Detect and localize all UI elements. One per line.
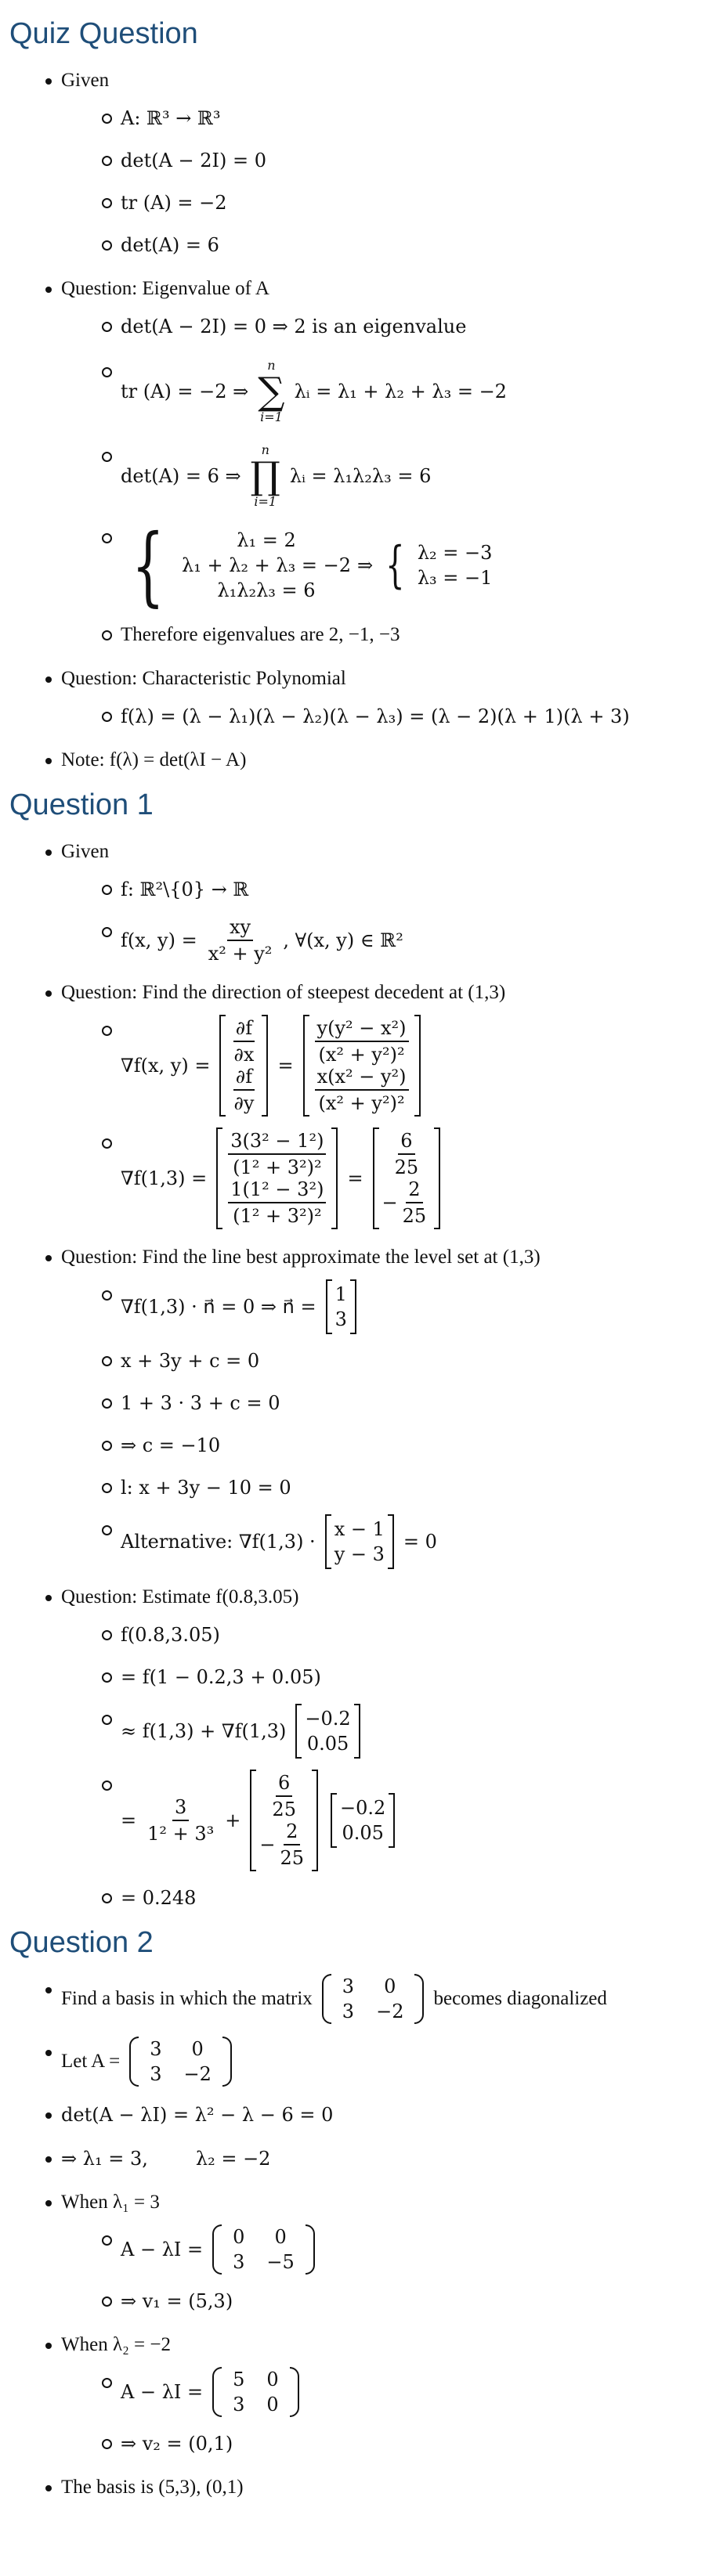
given-label: Given xyxy=(61,841,110,862)
equals-sign: = xyxy=(347,1167,363,1189)
eigen-system-rows xyxy=(182,528,351,603)
sum-operator xyxy=(258,359,284,424)
quiz-given xyxy=(0,65,716,261)
q2-det xyxy=(0,2099,716,2130)
grad-y-den: (x² + y²)² xyxy=(318,1092,405,1114)
vec-entry: 0.05 xyxy=(342,1822,384,1844)
g13-x-den: (1² + 3²)² xyxy=(233,1156,322,1178)
val-x-den: 25 xyxy=(272,1799,296,1820)
val-x-num: 6 xyxy=(398,1130,414,1155)
matrix-a xyxy=(322,1974,425,2024)
given-item xyxy=(61,103,716,134)
eigen-step-3 xyxy=(61,441,716,511)
delta-vector-repeat xyxy=(331,1793,395,1848)
sum-expression: λᵢ = λ₁ + λ₂ + λ₃ = −2 xyxy=(294,381,507,402)
function-fraction xyxy=(206,916,275,965)
eigenvalues: ⇒ λ₁ = 3, λ₂ = −2 xyxy=(61,2148,271,2170)
quiz-eigen xyxy=(0,273,716,651)
eigen-therefore xyxy=(61,619,716,651)
level-step-2 xyxy=(61,1345,716,1376)
level-step-1 xyxy=(61,1279,716,1334)
eigenvector-1: ⇒ v₁ = (5,3) xyxy=(121,2290,233,2312)
when1-matrix xyxy=(61,2224,716,2275)
matrix-a-def xyxy=(129,2037,232,2087)
partials-vector xyxy=(219,1015,268,1117)
minus-sign: − xyxy=(382,1192,398,1214)
alternative-left: Alternative: ∇f(1,3) · xyxy=(121,1531,316,1553)
gradient-vector xyxy=(303,1015,421,1117)
sum-symbol: ∑ xyxy=(258,370,285,413)
function-def-left: f(x, y) = xyxy=(121,929,197,951)
gradient-13-expr xyxy=(216,1127,338,1229)
frac-den: 1² + 3³ xyxy=(147,1823,215,1845)
let-a-left: Let A = xyxy=(61,2051,121,2072)
estimate-step-5 xyxy=(61,1882,716,1914)
eigen-step-1-text: det(A − 2I) = 0 ⇒ 2 is an eigenvalue xyxy=(121,316,467,337)
g13-x-num: 3(3² − 1²) xyxy=(228,1130,326,1155)
frac-num: 3 xyxy=(172,1796,189,1821)
q1-level-set xyxy=(0,1242,716,1569)
quiz-list xyxy=(0,65,716,776)
vec-entry: 0.05 xyxy=(306,1733,349,1755)
q2-list xyxy=(0,1974,716,2503)
value-fraction xyxy=(145,1796,216,1845)
line-eq-sub: 1 + 3 · 3 + c = 0 xyxy=(121,1392,280,1414)
estimate-step-2 xyxy=(61,1661,716,1693)
minus-sign: − xyxy=(259,1834,276,1856)
frac-den: x² + y² xyxy=(208,943,273,965)
level-step-5 xyxy=(61,1472,716,1503)
given-det: det(A) = 6 xyxy=(121,234,219,256)
mat-cell: −5 xyxy=(266,2251,295,2273)
mat-cell: −2 xyxy=(183,2063,212,2085)
vec-entry: −0.2 xyxy=(340,1797,386,1819)
q2-let xyxy=(0,2037,716,2087)
mat-cell: 0 xyxy=(274,2226,287,2248)
eigenvector-2: ⇒ v₂ = (0,1) xyxy=(121,2433,233,2455)
basis-result: The basis is (5,3), (0,1) xyxy=(61,2477,244,2498)
mat-cell: 3 xyxy=(233,2251,245,2273)
partial-den: ∂x xyxy=(233,1044,255,1066)
sys-row: λ₁λ₂λ₃ = 6 xyxy=(217,579,316,601)
eigen-step-1 xyxy=(61,311,716,342)
eigen-question: Question: Eigenvalue of A xyxy=(61,278,269,299)
level-step-4 xyxy=(61,1430,716,1461)
mat-cell: 3 xyxy=(150,2038,162,2060)
q1-given-2 xyxy=(61,916,716,965)
left-brace: { xyxy=(132,515,165,615)
q1-given-1 xyxy=(61,874,716,905)
mat-cell: 0 xyxy=(233,2226,245,2248)
estimate-question: Question: Estimate f(0.8,3.05) xyxy=(61,1586,299,1607)
vec-entry: x − 1 xyxy=(334,1518,385,1540)
mat-cell: 3 xyxy=(342,2001,355,2022)
val-y-num: 2 xyxy=(406,1178,422,1203)
eigen-step-2 xyxy=(61,356,716,427)
mat-cell: 0 xyxy=(266,2394,279,2415)
grad-x-den: (x² + y²)² xyxy=(318,1044,405,1066)
char-poly-item xyxy=(61,701,716,732)
alternative-right: = 0 xyxy=(403,1531,437,1553)
result-row: λ₂ = −3 xyxy=(417,542,493,564)
given-label: Given xyxy=(61,70,110,91)
mat-cell: 0 xyxy=(266,2369,279,2390)
vec-entry: 1 xyxy=(334,1283,347,1305)
equals-sign: = xyxy=(277,1055,294,1077)
mat-cell: 0 xyxy=(191,2038,204,2060)
given-item xyxy=(61,145,716,176)
result-row: λ₃ = −1 xyxy=(417,567,493,589)
gradient-left: ∇f(x, y) = xyxy=(121,1055,211,1077)
left-brace-small: { xyxy=(385,536,405,594)
mat-cell: −2 xyxy=(376,2001,404,2022)
steepest-question: Question: Find the direction of steepest decedent at (1,3) xyxy=(61,982,506,1003)
mat-cell: 0 xyxy=(384,1975,396,1997)
normal-vector xyxy=(326,1279,356,1334)
mat-cell: 3 xyxy=(342,1975,355,1997)
estimate-rewrite: = f(1 − 0.2,3 + 0.05) xyxy=(121,1666,321,1688)
level-step-6 xyxy=(61,1514,716,1569)
q1-list xyxy=(0,836,716,1914)
characteristic-eq: det(A − λI) = λ² − λ − 6 = 0 xyxy=(61,2104,334,2126)
given-trace: tr (A) = −2 xyxy=(121,192,227,214)
c-value: ⇒ c = −10 xyxy=(121,1434,221,1456)
grad-x-num: y(y² − x²) xyxy=(315,1017,409,1042)
quiz-note xyxy=(0,745,716,776)
estimate-step-4 xyxy=(61,1770,716,1871)
q1-given xyxy=(0,836,716,965)
given-det-2i: det(A − 2I) = 0 xyxy=(121,150,267,171)
when-lambda-2: When λ₂ = −2 xyxy=(61,2334,171,2355)
partial-den: ∂y xyxy=(233,1092,255,1114)
val-y-den: 25 xyxy=(402,1205,427,1227)
matrix-2 xyxy=(212,2367,299,2417)
q2-when-2 xyxy=(0,2329,716,2459)
estimate-f: f(0.8,3.05) xyxy=(121,1624,220,1646)
equals-sign: = xyxy=(121,1809,137,1831)
mat-cell: 5 xyxy=(233,2369,245,2390)
note-text: Note: f(λ) = det(λI − A) xyxy=(61,749,247,770)
mat-cell: 3 xyxy=(233,2394,245,2415)
linear-approx: ≈ f(1,3) + ∇f(1,3) xyxy=(121,1720,287,1742)
line-l: l: x + 3y − 10 = 0 xyxy=(121,1477,291,1499)
val-y-num: 2 xyxy=(284,1820,300,1845)
g13-y-den: (1² + 3²)² xyxy=(233,1205,322,1227)
a-minus-lambda: A − λI = xyxy=(121,2239,204,2260)
vec-entry: −0.2 xyxy=(305,1708,351,1730)
sum-upper: n xyxy=(267,358,276,373)
therefore-text: Therefore eigenvalues are 2, −1, −3 xyxy=(121,624,400,645)
q2-find xyxy=(0,1974,716,2024)
product-symbol: ∏ xyxy=(250,454,280,498)
trace-implies: tr (A) = −2 ⇒ xyxy=(121,381,249,402)
eigen-result-rows xyxy=(418,540,493,590)
val-x-num: 6 xyxy=(276,1772,292,1797)
section-title-q1: Question 1 xyxy=(9,788,154,821)
estimate-step-1 xyxy=(61,1619,716,1651)
matrix-1 xyxy=(212,2224,315,2275)
normal-vector-left: ∇f(1,3) · n⃗ = 0 ⇒ n⃗ = xyxy=(121,1296,316,1318)
q2-basis xyxy=(0,2472,716,2503)
q1-steepest xyxy=(0,977,716,1229)
gradient-at-point xyxy=(61,1127,716,1229)
eigen-system xyxy=(61,515,716,615)
val-y-den: 25 xyxy=(280,1847,305,1869)
mat-cell: 3 xyxy=(150,2063,162,2085)
g13-y-num: 1(1² − 3²) xyxy=(228,1178,326,1203)
function-domain: f: ℝ²\{0} → ℝ xyxy=(121,879,249,900)
when-lambda-1: When λ₁ = 3 xyxy=(61,2192,160,2213)
sys-row: λ₁ + λ₂ + λ₃ = −2 xyxy=(182,554,351,576)
product-expression: λᵢ = λ₁λ₂λ₃ = 6 xyxy=(289,465,432,487)
product-operator xyxy=(251,443,280,509)
gradient-13-value-repeat xyxy=(250,1770,318,1871)
vec-entry: y − 3 xyxy=(334,1543,385,1565)
line-eq-general: x + 3y + c = 0 xyxy=(121,1350,260,1372)
level-step-3 xyxy=(61,1387,716,1419)
implies-arrow: ⇒ xyxy=(356,554,374,576)
delta-vector xyxy=(295,1704,360,1759)
plus-sign: + xyxy=(225,1809,241,1831)
find-basis-right: becomes diagonalized xyxy=(433,1988,607,2009)
char-question: Question: Characteristic Polynomial xyxy=(61,668,346,689)
given-map: A: ℝ³ → ℝ³ xyxy=(121,107,221,129)
section-title-quiz: Quiz Question xyxy=(9,17,198,50)
gradient-general xyxy=(61,1015,716,1117)
sys-row: λ₁ = 2 xyxy=(237,529,296,551)
frac-num: xy xyxy=(227,916,253,941)
level-question: Question: Find the line best approximate the level set at (1,3) xyxy=(61,1247,541,1268)
partial-num: ∂f xyxy=(233,1066,255,1091)
when1-vector xyxy=(61,2286,716,2317)
prod-lower: i=1 xyxy=(254,494,277,509)
char-poly-expression: f(λ) = (λ − λ₁)(λ − λ₂)(λ − λ₃) = (λ − 2)(λ + 1)(λ + 3) xyxy=(121,705,630,727)
given-item xyxy=(61,229,716,261)
find-basis-left: Find a basis in which the matrix xyxy=(61,1988,313,2009)
det-implies: det(A) = 6 ⇒ xyxy=(121,465,241,487)
prod-upper: n xyxy=(261,442,269,457)
given-item xyxy=(61,187,716,218)
q2-when-1 xyxy=(0,2187,716,2317)
sum-lower: i=1 xyxy=(260,409,283,424)
estimate-step-3 xyxy=(61,1704,716,1759)
partial-num: ∂f xyxy=(233,1017,255,1042)
function-def-right: , ∀(x, y) ∈ ℝ² xyxy=(283,929,403,951)
q2-lambdas xyxy=(0,2143,716,2174)
estimate-result: = 0.248 xyxy=(121,1887,197,1909)
offset-vector xyxy=(325,1514,394,1569)
vec-entry: 3 xyxy=(334,1308,347,1330)
gradient-13-left: ∇f(1,3) = xyxy=(121,1167,208,1189)
when2-matrix xyxy=(61,2367,716,2417)
gradient-13-value xyxy=(373,1127,441,1229)
val-x-den: 25 xyxy=(394,1156,419,1178)
when2-vector xyxy=(61,2428,716,2459)
grad-y-num: x(x² − y²) xyxy=(315,1066,409,1091)
section-title-q2: Question 2 xyxy=(9,1926,154,1959)
a-minus-lambda: A − λI = xyxy=(121,2381,204,2403)
quiz-char-poly xyxy=(0,663,716,732)
q1-estimate xyxy=(0,1582,716,1914)
